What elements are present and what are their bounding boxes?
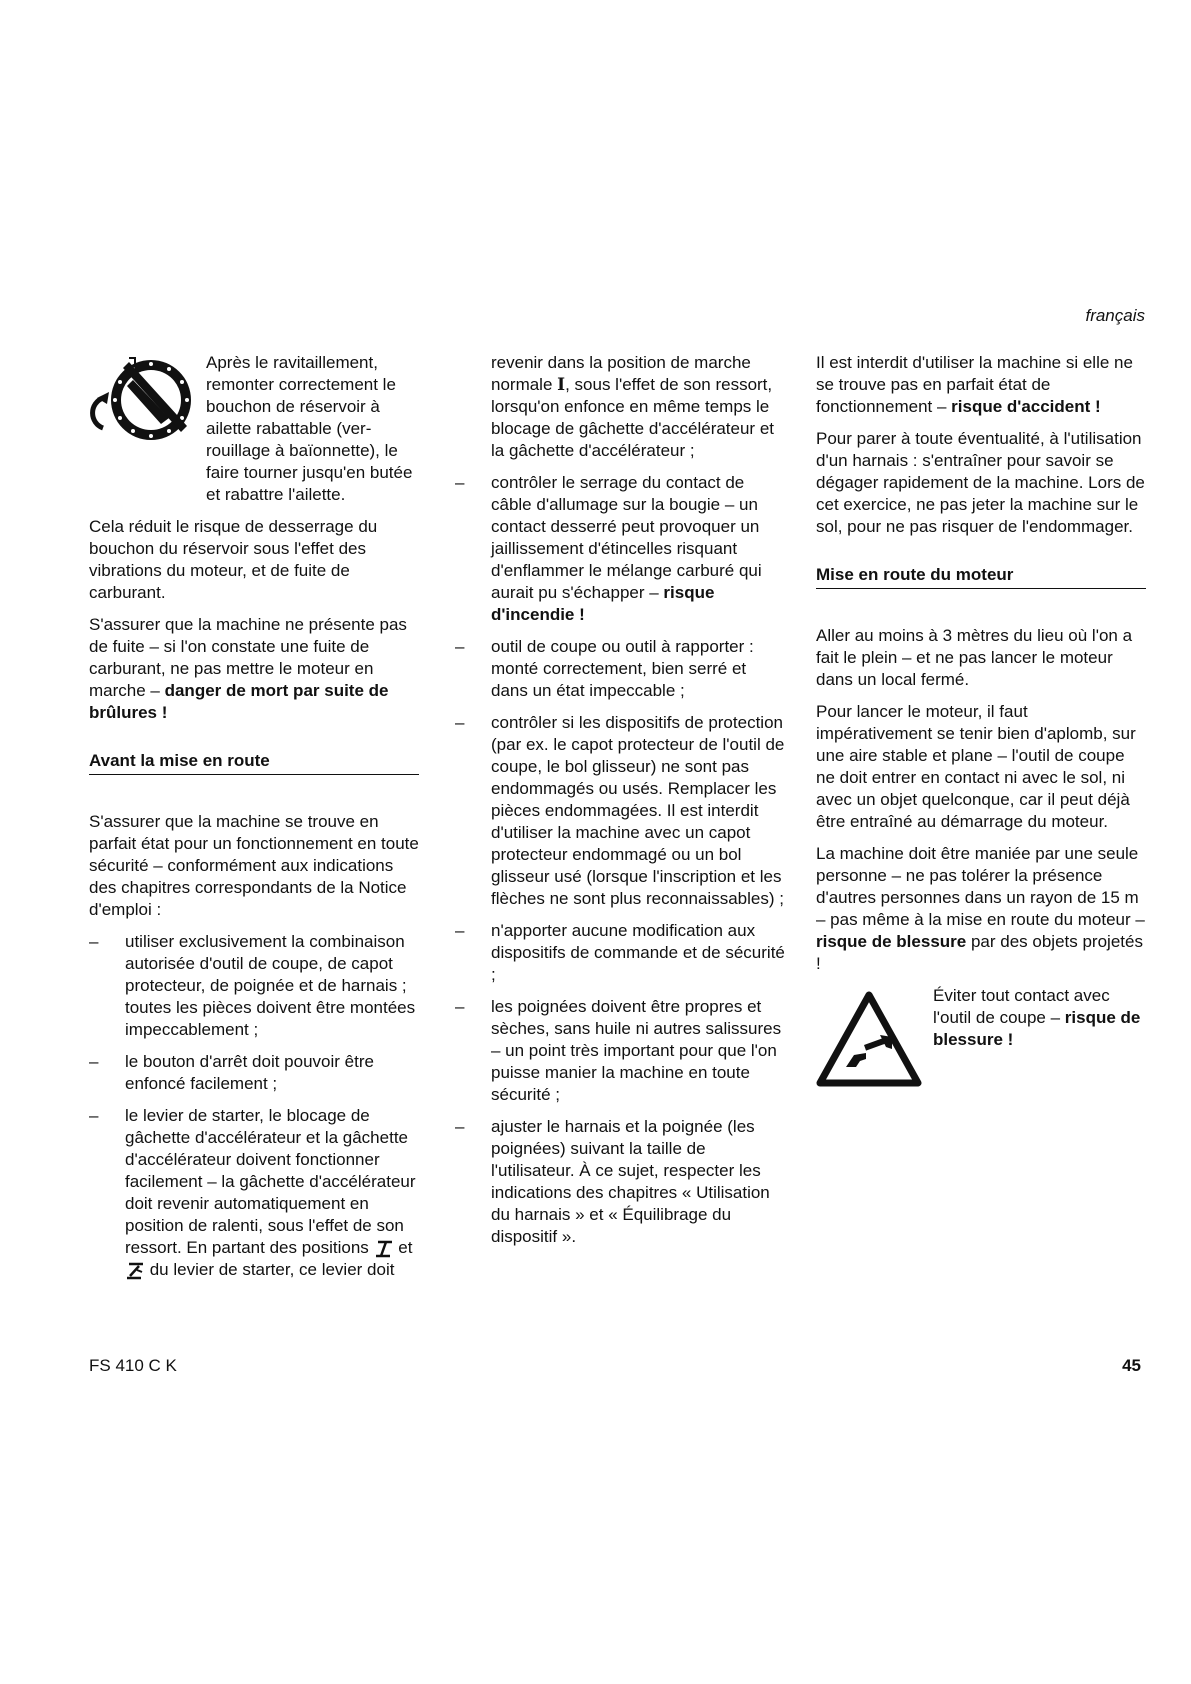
column-1 — [89, 352, 419, 1291]
model-label: FS 410 C K — [89, 1356, 177, 1375]
list-item-text: les poignées doivent être propres et sèches, sans huile ni autres salissures – un point très important pour que l'on puisse manier la machine en toute sécurité ; — [491, 997, 782, 1104]
list-item — [89, 1051, 419, 1095]
dash-bullet: – — [455, 637, 465, 656]
cutting-tool-warning-section — [816, 985, 1146, 1051]
warning-text: risque d'incendie ! — [491, 583, 715, 624]
dash-bullet: – — [89, 1052, 99, 1071]
hand-injury-warning-icon — [816, 991, 922, 1087]
list-item-text: n'apporter aucune modification aux dispositifs de commande et de sécurité ; — [491, 921, 785, 984]
paragraph-text: par des objets projetés ! — [816, 932, 1143, 973]
list-item-text: et — [393, 1238, 413, 1257]
paragraph-text: Éviter tout contact avec l'outil de coupe – — [933, 986, 1110, 1027]
warning-text: danger de mort par suite de brûlures ! — [89, 681, 389, 722]
list-item — [455, 472, 785, 626]
list-item-text: le levier de starter, le blocage de gâchette d'accélérateur et la gâchette d'accélérateur doivent fonctionner facilement – la gâchette d'accélérateur doit revenir automatiquement en position de ralenti, sous l'effet de son ressort. En partant des positions — [125, 1106, 416, 1257]
language-label: français — [1085, 306, 1145, 325]
dash-bullet: – — [455, 997, 465, 1016]
list-item-text: contrôler le serrage du contact de câble d'allumage sur la bougie – un contact desserré peut provoquer un jaillissement d'étincelles risquant d'enflammer le mélange carburé qui aurait pu s'échapper – — [491, 473, 762, 602]
fuel-cap-text: Après le ravitaillement, remonter correctement le bouchon de réservoir à ailette rabattable (ver-rouillage à baïonnette), le faire tourner jusqu'en butée et rabattre l'ailette. — [206, 353, 413, 504]
warning-text: risque de blessure — [816, 932, 967, 951]
dash-bullet: – — [455, 713, 465, 732]
heading-wrap — [816, 564, 1146, 589]
dash-bullet: – — [455, 921, 465, 940]
list-continuation — [491, 352, 785, 462]
list-item-text: contrôler si les dispositifs de protection (par ex. le capot protecteur de l'outil de coupe, le bol glisseur) ne sont pas endommagés ou usés. Remplacer les pièces endommagées. Il est interdit d'utiliser la machine avec un capot protecteur endommagé ou un bol glisseur usé (lorsque l'inscription et les flèches ne sont plus reconnaissables) ; — [491, 713, 785, 908]
choke-cold-start-icon — [125, 1261, 145, 1281]
section-heading: Mise en route du moteur — [816, 564, 1146, 589]
paragraph-text: , sous l'effet de son ressort, lorsqu'on enfonce en même temps le blocage de gâchette d'accélérateur et la gâchette d'accélérateur ; — [491, 375, 774, 460]
list-item-text: utiliser exclusivement la combinaison autorisée d'outil de coupe, de capot protecteur, de poignée et de harnais ; toutes les pièces doivent être montées impeccablement ; — [125, 932, 416, 1039]
list-item — [455, 920, 785, 986]
list-item-text: du levier de starter, ce levier doit — [145, 1260, 395, 1279]
paragraph: Pour lancer le moteur, il faut impérativement se tenir bien d'aplomb, sur une aire stable et plane – l'outil de coupe ne doit entrer en contact ni avec le sol, ni avec un objet quelconque, car il peut déjà être entraîné au démarrage du moteur. — [816, 702, 1136, 831]
paragraph: S'assurer que la machine se trouve en parfait état pour un fonctionnement en toute sécurité – conformément aux indications des chapitres correspondants de la Notice d'emploi : — [89, 812, 419, 919]
dash-bullet: – — [455, 473, 465, 492]
paragraph: Cela réduit le risque de desserrage du bouchon du réservoir sous l'effet des vibrations du moteur, et de fuite de carburant. — [89, 517, 378, 602]
column-2 — [455, 352, 785, 1258]
list-item — [455, 636, 785, 702]
list-item — [89, 931, 419, 1041]
paragraph-text: revenir dans la position de marche normale — [491, 353, 751, 394]
cutting-tool-warning-text — [933, 985, 1146, 1051]
column-3 — [816, 352, 1146, 1051]
dash-bullet: – — [455, 1117, 465, 1136]
paragraph — [816, 352, 1146, 418]
paragraph-text: Il est interdit d'utiliser la machine si elle ne se trouve pas en parfait état de fonctionnement – — [816, 353, 1133, 416]
paragraph — [816, 843, 1146, 975]
fuel-cap-icon — [89, 354, 197, 446]
paragraph-text: S'assurer que la machine ne présente pas de fuite – si l'on constate une fuite de carburant, ne pas mettre le moteur en marche – — [89, 615, 407, 700]
list-item — [455, 996, 785, 1106]
list-item-text: le bouton d'arrêt doit pouvoir être enfoncé facilement ; — [125, 1052, 374, 1093]
warning-text: risque de blessure ! — [933, 1008, 1141, 1049]
list-item-text: outil de coupe ou outil à rapporter : monté correctement, bien serré et dans un état impeccable ; — [491, 637, 754, 700]
fuel-cap-section — [89, 352, 419, 506]
dash-bullet: – — [89, 1106, 99, 1125]
dash-bullet: – — [89, 932, 99, 951]
list-item-text: ajuster le harnais et la poignée (les poignées) suivant la taille de l'utilisateur. À ce sujet, respecter les indications des chapitres « Utilisation du harnais » et « Équilibrage du dispositif ». — [491, 1117, 770, 1246]
section-heading: Avant la mise en route — [89, 750, 419, 775]
heading-wrap — [89, 750, 419, 775]
page-number: 45 — [1122, 1356, 1141, 1375]
list-item — [455, 1116, 785, 1248]
run-position-symbol: I — [557, 375, 566, 395]
paragraph — [89, 614, 419, 724]
paragraph: Aller au moins à 3 mètres du lieu où l'on a fait le plein – et ne pas lancer le moteur dans un local fermé. — [816, 626, 1133, 689]
paragraph-text: La machine doit être maniée par une seule personne – ne pas tolérer la présence d'autres personnes dans un rayon de 15 m – pas même à la mise en route du moteur – — [816, 844, 1145, 929]
warning-text: risque d'accident ! — [951, 397, 1101, 416]
choke-warm-start-icon — [374, 1239, 394, 1259]
paragraph: Pour parer à toute éventualité, à l'utilisation d'un harnais : s'entraîner pour savoir se dégager rapidement de la machine. Lors de cet exercice, ne pas jeter la machine sur le sol, pour ne pas risquer de l'endommager. — [816, 429, 1145, 536]
list-item — [89, 1105, 419, 1281]
list-item — [455, 712, 785, 910]
